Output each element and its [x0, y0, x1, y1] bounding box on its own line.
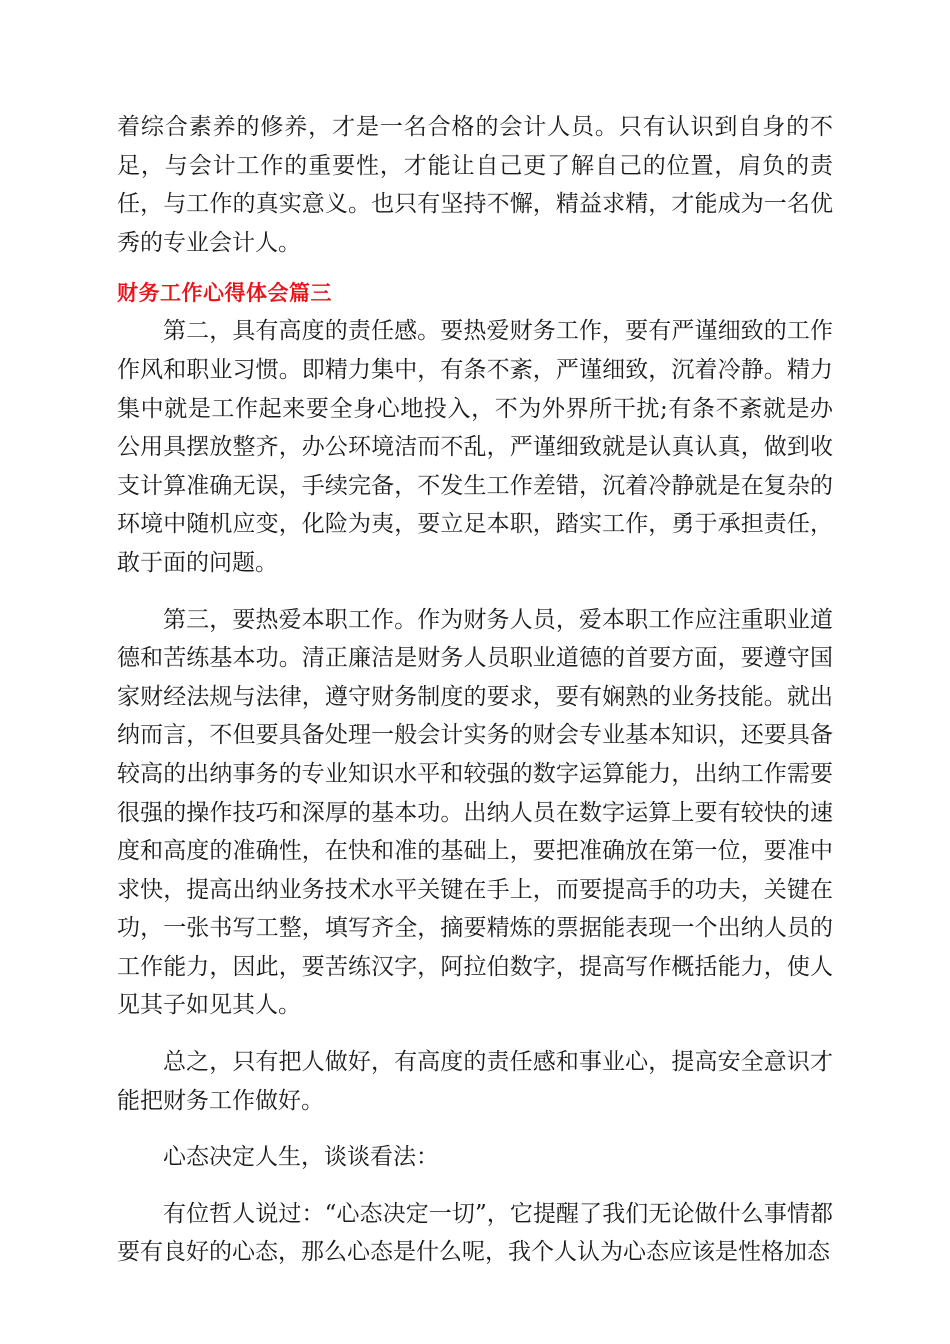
document-body: [117, 108, 833, 1272]
paragraph-topic: 心态决定人生，谈谈看法：: [163, 1144, 439, 1171]
section-heading: 财务工作心得体会篇三: [117, 281, 332, 306]
paragraph-second: 第二，具有高度的责任感。要热爱财务工作，要有严谨细致的工作作风和职业习惯。即精力集中，有条不紊，严谨细致，沉着冷静。精力集中就是工作起来要全身心地投入，不为外界所干扰;有条不紊就是办公用具摆放整齐，办公环境洁而不乱，严谨细致就是认真认真，做到收支计算准确无误，手续完备，不发生工作差错，沉着冷静就是在复杂的环境中随机应变，化险为夷，要立足本职，踏实工作，勇于承担责任，敢于面的问题。: [117, 318, 833, 576]
paragraph-summary: 总之，只有把人做好，有高度的责任感和事业心，提高安全意识才能把财务工作做好。: [117, 1049, 833, 1114]
paragraph-intro: 着综合素养的修养，才是一名合格的会计人员。只有认识到自身的不足，与会计工作的重要性，才能让自己更了解自己的位置，肩负的责任，与工作的真实意义。也只有坚持不懈，精益求精，才能成为一名优秀的专业会计人。: [117, 114, 833, 256]
paragraph-quote: 有位哲人说过：“心态决定一切”，它提醒了我们无论做什么事情都要有良好的心态，那么心态是什么呢，我个人认为心态应该是性格加态: [117, 1200, 833, 1266]
paragraph-third: 第三，要热爱本职工作。作为财务人员，爱本职工作应注重职业道德和苦练基本功。清正廉洁是财务人员职业道德的首要方面，要遵守国家财经法规与法律，遵守财务制度的要求，要有娴熟的业务技能。就出纳而言，不但要具备处理一般会计实务的财会专业基本知识，还要具备较高的出纳事务的专业知识水平和较强的数字运算能力，出纳工作需要很强的操作技巧和深厚的基本功。出纳人员在数字运算上要有较快的速度和高度的准确性，在快和准的基础上，要把准确放在第一位，要准中求快，提高出纳业务技术水平关键在手上，而要提高手的功夫，关键在功，一张书写工整，填写齐全，摘要精炼的票据能表现一个出纳人员的工作能力，因此，要苦练汉字，阿拉伯数字，提高写作概括能力，使人见其子如见其人。: [117, 606, 833, 1019]
